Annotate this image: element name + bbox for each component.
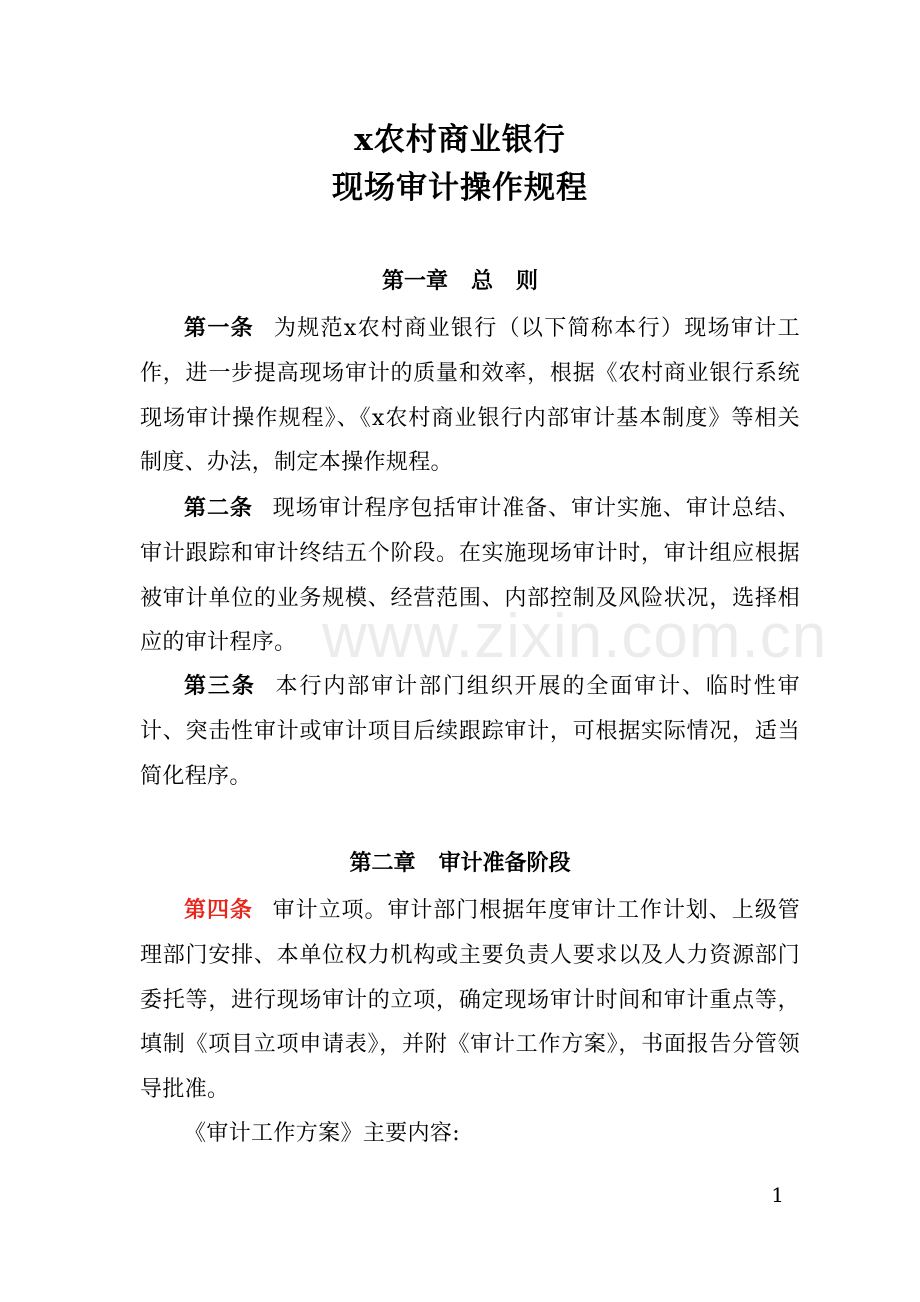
page-number: 1: [771, 1183, 784, 1207]
article-3-text: 本行内部审计部门组织开展的全面审计、临时性审计、突击性审计或审计项目后续跟踪审计，可根据实际情况，适当简化程序。: [140, 674, 800, 789]
audit-plan-contents-note: 《审计工作方案》主要内容:: [184, 1121, 460, 1146]
article-4-text: 审计立项。审计部门根据年度审计工作计划、上级管理部门安排、本单位权力机构或主要负责人要求以及人力资源部门委托等，进行现场审计的立项，确定现场审计时间和审计重点等，填制《项目立项申请表》，并附《审计工作方案》，书面报告分管领导批准。: [140, 898, 800, 1103]
document-title-line-2: 现场审计操作规程: [332, 170, 588, 206]
article-3-label: 第三条: [184, 673, 256, 699]
watermark: www.zixin.com.cn: [322, 602, 828, 671]
article-3: [140, 664, 800, 799]
article-1-text: 为规范x农村商业银行（以下简称本行）现场审计工作，进一步提高现场审计的质量和效率，根据《农村商业银行系统现场审计操作规程》、《x农村商业银行内部审计基本制度》等相关制度、办法，制定本操作规程。: [140, 316, 800, 476]
article-1: [140, 306, 800, 486]
document-title-line-1: x农村商业银行: [354, 122, 566, 158]
chapter-1-heading: 第一章 总 则: [382, 268, 538, 294]
article-2-text: 现场审计程序包括审计准备、审计实施、审计总结、审计跟踪和审计终结五个阶段。在实施现场审计时，审计组应根据被审计单位的业务规模、经营范围、内部控制及风险状况，选择相应的审计程序。: [140, 496, 800, 656]
chapter-2-heading: 第二章 审计准备阶段: [349, 850, 571, 876]
article-4-label: 第四条: [184, 897, 253, 923]
article-2-label: 第二条: [184, 495, 253, 521]
article-4: [140, 888, 800, 1113]
article-1-label: 第一条: [184, 315, 255, 341]
